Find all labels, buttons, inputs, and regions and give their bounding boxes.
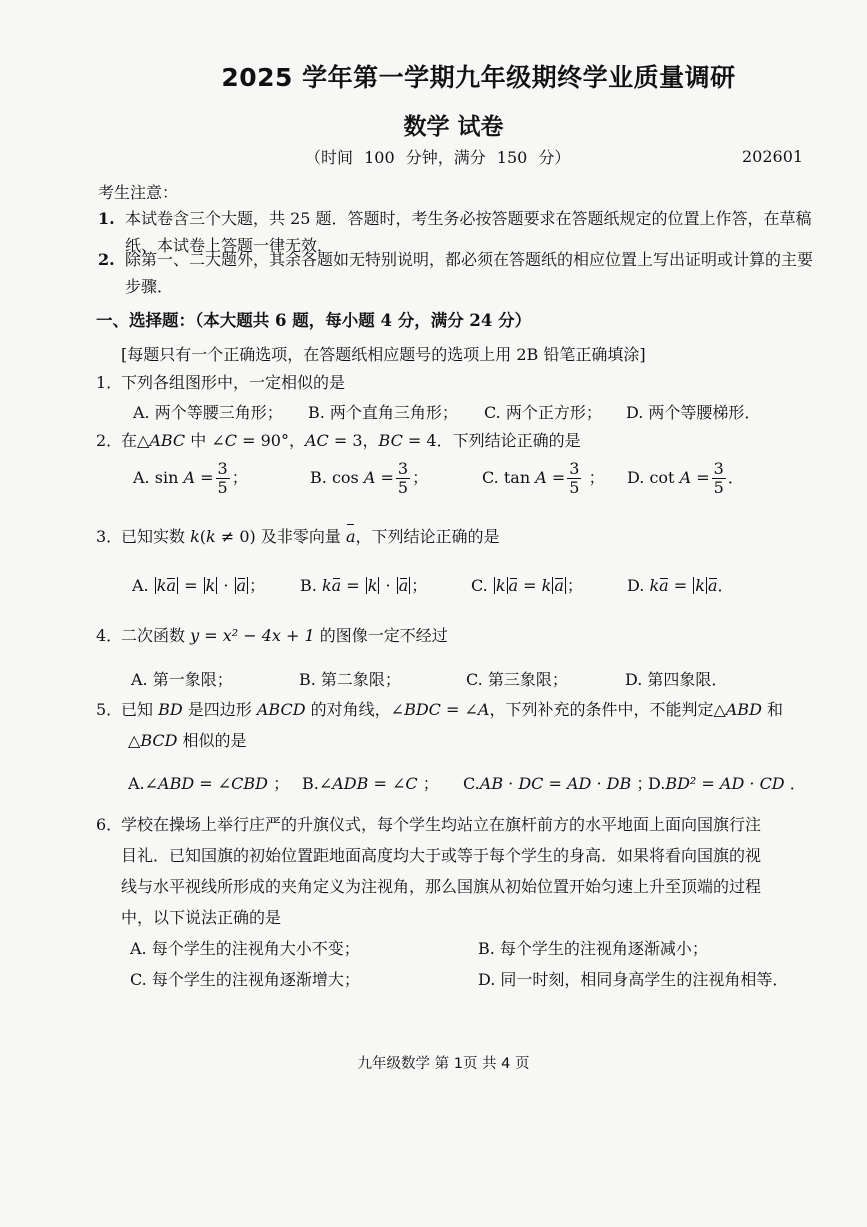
- question-stem-line: 目礼．已知国旗的初始位置距地面高度均大于或等于每个学生的身高．如果将看向国旗的视: [121, 846, 762, 865]
- option-a: A. sin A = $\frac{3}{5}$ ；: [133, 459, 248, 497]
- fraction: $\frac{3}{5}$: [569, 459, 580, 497]
- option-a: A. 两个等腰三角形；: [133, 403, 283, 422]
- option-a: A.∠ABD = ∠CBD ；: [128, 774, 290, 793]
- option-d: D.BD² = AD · CD ．: [648, 774, 806, 793]
- question-stem-line: 线与水平视线所形成的夹角定义为注视角，那么国旗从初始位置开始匀速上升至顶端的过程: [121, 877, 762, 896]
- option-b: B. 第二象限；: [299, 670, 401, 689]
- option-c: C.AB · DC = AD · DB ；: [463, 774, 653, 793]
- question-4: [96, 621, 824, 650]
- option-a: A. 每个学生的注视角大小不变；: [130, 939, 360, 958]
- section-heading: 一、选择题：（本大题共 6 题，每小题 4 分，满分 24 分）: [96, 311, 532, 330]
- question-stem: 二次函数 y = x² − 4x + 1 的图像一定不经过: [121, 626, 448, 645]
- option-c: C. tan A = $\frac{3}{5}$ ；: [482, 459, 605, 497]
- option-a: A. ka = k · a ；: [132, 576, 266, 595]
- time-info: （时间 100 分钟，满分 150 分）: [305, 148, 571, 167]
- option-b: B.∠ADB = ∠C ；: [302, 774, 439, 793]
- exam-title: 2025 学年第一学期九年级期终学业质量调研: [221, 63, 736, 92]
- question-1: [96, 368, 824, 397]
- question-3: [96, 522, 824, 551]
- question-stem: 在△ABC 中 ∠C = 90°，AC = 3，BC = 4．下列结论正确的是: [121, 431, 581, 450]
- option-d: D. 第四象限．: [625, 670, 728, 689]
- note-text: 本试卷含三个大题，共 25 题．答题时，考生务必按答题要求在答题纸规定的位置上作答，在草稿纸、本试卷上答题一律无效．: [125, 209, 812, 255]
- question-number: 5．: [96, 700, 123, 719]
- page-footer: 九年级数学 第 1页 共 4 页: [357, 1056, 530, 1072]
- note-number: 2.: [98, 250, 115, 269]
- option-d: D. ka = k a．: [627, 576, 734, 595]
- question-stem: 下列各组图形中，一定相似的是: [121, 373, 346, 392]
- option-d: D. 同一时刻，相同身高学生的注视角相等．: [478, 970, 789, 989]
- question-5: [96, 695, 824, 724]
- question-stem: 已知 BD 是四边形 ABCD 的对角线，∠BDC = ∠A，下列补充的条件中，不能判定△ABD 和: [121, 700, 783, 719]
- formula: y = x² − 4x + 1: [190, 626, 315, 645]
- exam-subtitle: 数学 试卷: [403, 114, 504, 140]
- question-number: 3．: [96, 527, 123, 546]
- question-number: 6．: [96, 815, 123, 834]
- note-item: [98, 246, 823, 300]
- option-d: D. 两个等腰梯形．: [626, 403, 761, 422]
- note-text: 除第一、二大题外，其余各题如无特别说明，都必须在答题纸的相应位置上写出证明或计算的主要步骤．: [125, 250, 814, 296]
- question-2: [96, 426, 824, 455]
- option-d: D. cot A = $\frac{3}{5}$ ．: [627, 459, 744, 497]
- question-number: 4．: [96, 626, 123, 645]
- fraction: $\frac{3}{5}$: [713, 459, 724, 497]
- notes-title: 考生注意：: [98, 183, 179, 202]
- option-b: B. ka = k · a ；: [300, 576, 428, 595]
- option-c: C. k a = k a ；: [471, 576, 583, 595]
- fraction: $\frac{3}{5}$: [397, 459, 409, 497]
- note-number: 1.: [98, 209, 115, 228]
- exam-code: 202601: [742, 147, 804, 166]
- option-a: A. 第一象限；: [131, 670, 233, 689]
- option-c: C. 每个学生的注视角逐渐增大；: [130, 970, 360, 989]
- question-stem-line: 中，以下说法正确的是: [121, 908, 282, 927]
- option-b: B. 每个学生的注视角逐渐减小；: [478, 939, 708, 958]
- question-6: [96, 809, 824, 933]
- question-number: 1．: [96, 373, 123, 392]
- fraction: $\frac{3}{5}$: [217, 459, 228, 497]
- question-5-line2: △BCD 相似的是: [128, 731, 247, 750]
- option-c: C. 两个正方形；: [484, 403, 602, 422]
- option-b: B. cos A = $\frac{3}{5}$ ；: [310, 459, 429, 497]
- option-b: B. 两个直角三角形；: [308, 403, 458, 422]
- question-number: 2．: [96, 431, 123, 450]
- section-instruction: [每题只有一个正确选项，在答题纸相应题号的选项上用 2B 铅笔正确填涂]: [121, 345, 646, 364]
- question-stem: 已知实数 k(k ≠ 0) 及非零向量 a，下列结论正确的是: [96, 522, 824, 551]
- question-stem-line: 学校在操场上举行庄严的升旗仪式，每个学生均站立在旗杆前方的水平地面上面向国旗行注: [121, 815, 762, 834]
- option-c: C. 第三象限；: [466, 670, 568, 689]
